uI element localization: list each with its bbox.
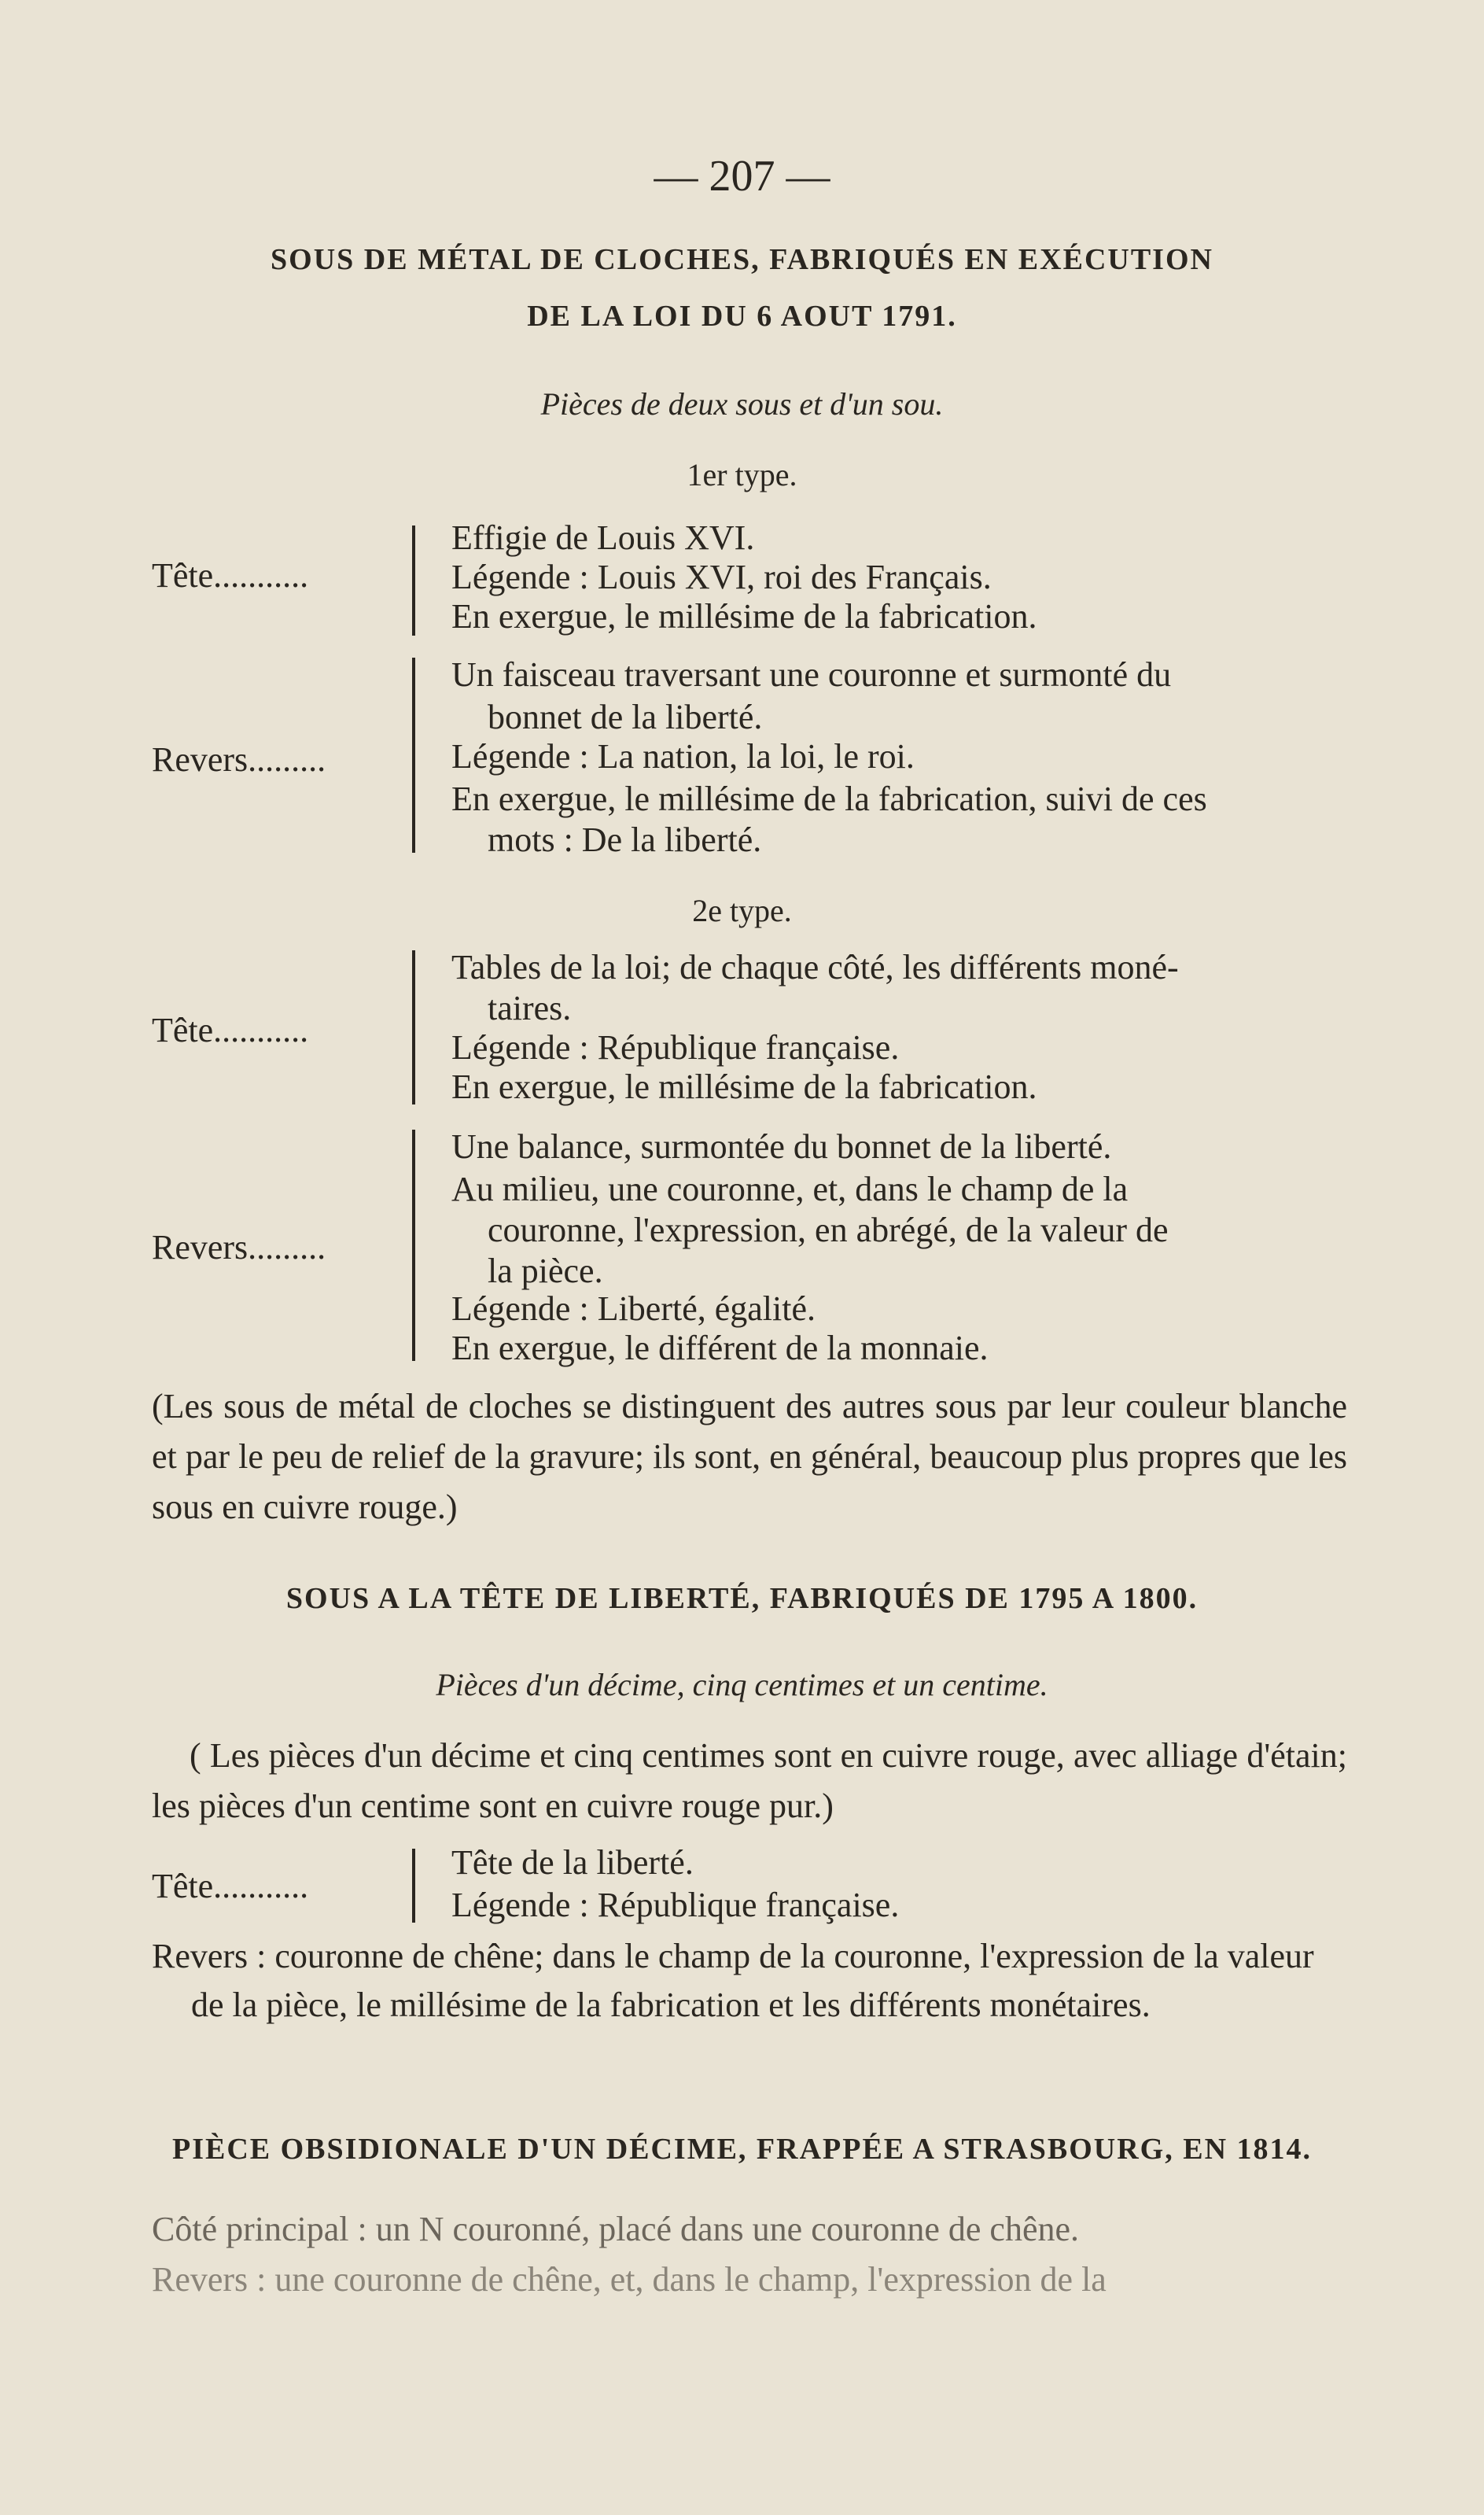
- type2-revers-label: Revers.........: [152, 1228, 326, 1267]
- section3-heading: PIÈCE OBSIDIONALE D'UN DÉCIME, FRAPPÉE A STRASBOURG, EN 1814.: [171, 2133, 1313, 2166]
- type2-revers-line: En exergue, le différent de la monnaie.: [451, 1329, 989, 1367]
- type1-tete-line: En exergue, le millésime de la fabrication.: [451, 597, 1037, 636]
- type2-tete-brace: [412, 950, 429, 1104]
- section2-tete-line: Légende : République française.: [451, 1886, 900, 1924]
- section2-tete-label: Tête...........: [152, 1867, 309, 1905]
- type1-revers-line: Un faisceau traversant une couronne et surmonté du: [451, 655, 1172, 694]
- section2-revers-text: Revers : couronne de chêne; dans le champ de la couronne, l'expression de la valeur de la pièce, le millésime de la fabrication et les différents monétaires.: [152, 1937, 1314, 2024]
- type1-revers-line: Légende : La nation, la loi, le roi.: [451, 737, 915, 776]
- type1-revers-line: mots : De la liberté.: [488, 821, 762, 859]
- type1-revers-line: bonnet de la liberté.: [488, 698, 763, 736]
- section2-subtitle: Pièces d'un décime, cinq centimes et un centime.: [436, 1667, 1048, 1702]
- type2-tete-line: Légende : République française.: [451, 1028, 900, 1067]
- type2-revers-line: couronne, l'expression, en abrégé, de la valeur de: [488, 1211, 1169, 1249]
- type2-tete-line: taires.: [488, 989, 572, 1027]
- type2-label: 2e type.: [692, 893, 792, 928]
- type2-revers-line: la pièce.: [488, 1252, 603, 1290]
- type2-revers-brace: [412, 1130, 429, 1361]
- section1-heading-line1: SOUS DE MÉTAL DE CLOCHES, FABRIQUÉS EN EXÉCUTION: [271, 243, 1213, 276]
- section2-tete-brace: [412, 1849, 429, 1923]
- section1-subtitle: Pièces de deux sous et d'un sou.: [540, 386, 944, 422]
- type2-tete-line: Tables de la loi; de chaque côté, les différents moné-: [451, 948, 1179, 986]
- type2-tete-label: Tête...........: [152, 1011, 309, 1049]
- section3-line1: Côté principal : un N couronné, placé dans une couronne de chêne.: [152, 2210, 1080, 2248]
- section1-heading-line2: DE LA LOI DU 6 AOUT 1791.: [527, 300, 957, 333]
- type1-tete-label: Tête...........: [152, 556, 309, 595]
- page-number: — 207 —: [654, 152, 830, 201]
- type1-label: 1er type.: [687, 457, 797, 492]
- section1-note: (Les sous de métal de cloches se distinguent des autres sous par leur couleur blanche et par le peu de relief de la gravure; ils sont, en général, beaucoup plus propres que les sous en cuivre rouge.): [152, 1387, 1347, 1526]
- type1-tete-line: Effigie de Louis XVI.: [451, 518, 755, 557]
- type2-revers-line: Au milieu, une couronne, et, dans le champ de la: [451, 1170, 1129, 1208]
- section2-heading: SOUS A LA TÊTE DE LIBERTÉ, FABRIQUÉS DE 1795 A 1800.: [285, 1582, 1199, 1615]
- type1-revers-line: En exergue, le millésime de la fabrication, suivi de ces: [451, 780, 1207, 818]
- type2-revers-line: Légende : Liberté, égalité.: [451, 1289, 816, 1328]
- section2-tete-line: Tête de la liberté.: [451, 1843, 694, 1882]
- type1-revers-label: Revers.........: [152, 740, 326, 779]
- type1-revers-brace: [412, 658, 429, 853]
- type2-tete-line: En exergue, le millésime de la fabrication.: [451, 1068, 1037, 1106]
- type1-tete-brace: [412, 525, 429, 636]
- type1-tete-line: Légende : Louis XVI, roi des Français.: [451, 558, 992, 596]
- type2-revers-line: Une balance, surmontée du bonnet de la liberté.: [451, 1127, 1112, 1166]
- section2-note: ( Les pièces d'un décime et cinq centimes sont en cuivre rouge, avec alliage d'étain; les pièces d'un centime sont en cuivre rouge pur.): [152, 1736, 1347, 1825]
- section2-revers: [152, 1932, 1347, 2030]
- section3-line2: Revers : une couronne de chêne, et, dans le champ, l'expression de la: [152, 2260, 1107, 2299]
